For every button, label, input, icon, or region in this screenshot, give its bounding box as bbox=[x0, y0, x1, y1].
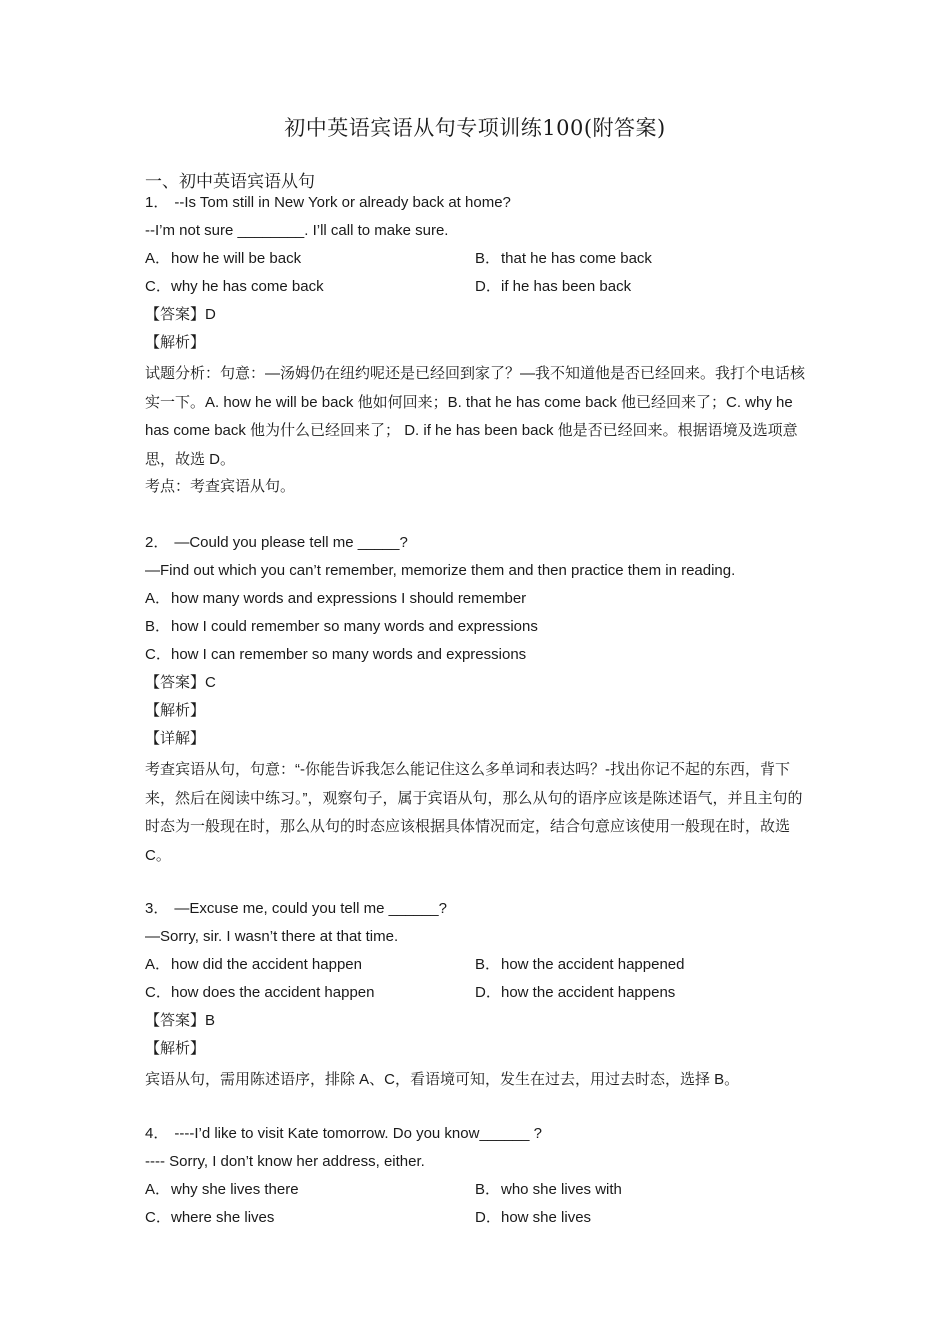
option-a bbox=[145, 248, 475, 276]
option-letter: A． bbox=[145, 590, 171, 607]
option-d bbox=[475, 276, 810, 304]
question-stem-line bbox=[145, 898, 810, 926]
question-block bbox=[145, 532, 810, 870]
answer-line: 【答案】D bbox=[145, 306, 216, 323]
option-letter: B． bbox=[145, 618, 171, 635]
option-letter: A． bbox=[145, 956, 171, 973]
option-c bbox=[145, 1207, 475, 1235]
option-letter: C． bbox=[145, 278, 171, 295]
option-letter: B． bbox=[475, 1180, 501, 1198]
option-b bbox=[475, 954, 810, 982]
page-title: 初中英语宾语从句专项训练100(附答案) bbox=[284, 116, 666, 140]
option-a bbox=[145, 588, 810, 616]
answer-line: 【答案】C bbox=[145, 674, 216, 691]
option-letter: C． bbox=[145, 646, 171, 663]
option-letter: D． bbox=[475, 278, 501, 295]
option-text: how he will be back bbox=[171, 250, 302, 267]
question-number: 3． bbox=[145, 900, 169, 917]
option-letter: D． bbox=[475, 984, 501, 1001]
option-letter: B． bbox=[475, 250, 501, 267]
question-number: 4． bbox=[145, 1124, 169, 1142]
analysis-heading: 【解析】 bbox=[145, 1040, 206, 1057]
note-line: 考点：考查宾语从句。 bbox=[145, 478, 296, 495]
option-a bbox=[145, 954, 475, 982]
question-number: 1． bbox=[145, 194, 169, 211]
option-text: if he has been back bbox=[501, 278, 632, 295]
options-row bbox=[145, 276, 810, 304]
option-text: how I can remember so many words and expressions bbox=[171, 646, 527, 663]
option-text: why she lives there bbox=[171, 1180, 299, 1198]
question-stem-line bbox=[145, 1123, 810, 1151]
detail-heading: 【详解】 bbox=[145, 730, 206, 747]
question-block bbox=[145, 898, 810, 1095]
question-stem-line: ---- Sorry, I don’t know her address, either. bbox=[145, 1152, 425, 1170]
explanation-text: 试题分析：句意：—汤姆仍在纽约呢还是已经回到家了？—我不知道他是否已经回来。我打个电话核实一下。A. how he will be back 他如何回来；B. that he has come back 他已经回来了；C. why he has come back 他为什么已经回来了； D. if he has been back 他是否已经回来。根据语境及选项意思，故选 D。 bbox=[145, 365, 806, 468]
question-number: 2． bbox=[145, 534, 169, 551]
questions-list bbox=[145, 192, 810, 1235]
option-letter: A． bbox=[145, 1180, 171, 1198]
option-letter: D． bbox=[475, 1208, 501, 1226]
spacer bbox=[145, 504, 810, 532]
question-stem-text: --Is Tom still in New York or already back at home? bbox=[174, 194, 511, 211]
options-row bbox=[145, 982, 810, 1010]
options-row bbox=[145, 954, 810, 982]
option-d bbox=[475, 1207, 810, 1235]
option-a bbox=[145, 1179, 475, 1207]
question-stem-text: —Could you please tell me _____? bbox=[174, 534, 408, 551]
question-stem-line bbox=[145, 192, 810, 220]
question-stem-line: --I’m not sure ________. I’ll call to make sure. bbox=[145, 222, 449, 239]
option-b bbox=[475, 248, 810, 276]
option-letter: A． bbox=[145, 250, 171, 267]
option-letter: C． bbox=[145, 1208, 171, 1226]
option-text: how did the accident happen bbox=[171, 956, 362, 973]
section-heading: 一、初中英语宾语从句 bbox=[145, 172, 315, 192]
option-text: how many words and expressions I should remember bbox=[171, 590, 527, 607]
question-stem-line: —Find out which you can’t remember, memorize them and then practice them in reading. bbox=[145, 562, 736, 579]
explanation-text: 宾语从句，需用陈述语序，排除 A、C，看语境可知，发生在过去，用过去时态，选择 B。 bbox=[145, 1071, 740, 1088]
option-c bbox=[145, 276, 475, 304]
question-stem-text: —Excuse me, could you tell me ______? bbox=[174, 900, 447, 917]
option-b bbox=[475, 1179, 810, 1207]
option-b bbox=[145, 616, 810, 644]
option-letter: B． bbox=[475, 956, 501, 973]
question-stem-line bbox=[145, 532, 810, 560]
question-block bbox=[145, 192, 810, 504]
option-text: how she lives bbox=[501, 1208, 592, 1226]
spacer bbox=[145, 870, 810, 898]
option-c bbox=[145, 644, 810, 672]
option-text: where she lives bbox=[171, 1208, 275, 1226]
option-text: how the accident happened bbox=[501, 956, 685, 973]
options-row bbox=[145, 1179, 810, 1207]
question-block bbox=[145, 1123, 810, 1235]
analysis-heading: 【解析】 bbox=[145, 334, 206, 351]
option-text: how I could remember so many words and expressions bbox=[171, 618, 538, 635]
option-text: how does the accident happen bbox=[171, 984, 375, 1001]
option-c bbox=[145, 982, 475, 1010]
options-row bbox=[145, 248, 810, 276]
analysis-heading: 【解析】 bbox=[145, 702, 206, 719]
option-text: how the accident happens bbox=[501, 984, 676, 1001]
option-text: who she lives with bbox=[501, 1180, 622, 1198]
option-text: why he has come back bbox=[171, 278, 324, 295]
spacer bbox=[145, 1095, 810, 1123]
options-row bbox=[145, 1207, 810, 1235]
question-stem-line: —Sorry, sir. I wasn’t there at that time. bbox=[145, 928, 399, 945]
option-text: that he has come back bbox=[501, 250, 652, 267]
option-d bbox=[475, 982, 810, 1010]
answer-line: 【答案】B bbox=[145, 1012, 216, 1029]
option-letter: C． bbox=[145, 984, 171, 1001]
question-stem-text: ----I’d like to visit Kate tomorrow. Do you know______ ? bbox=[174, 1124, 543, 1142]
explanation-text: 考查宾语从句，句意：“-你能告诉我怎么能记住这么多单词和表达吗？-找出你记不起的东西，背下来，然后在阅读中练习。”，观察句子，属于宾语从句，那么从句的语序应该是陈述语气，并且主句的时态为一般现在时，那么从句的时态应该根据具体情况而定，结合句意应该使用一般现在时，故选 C。 bbox=[145, 761, 803, 864]
